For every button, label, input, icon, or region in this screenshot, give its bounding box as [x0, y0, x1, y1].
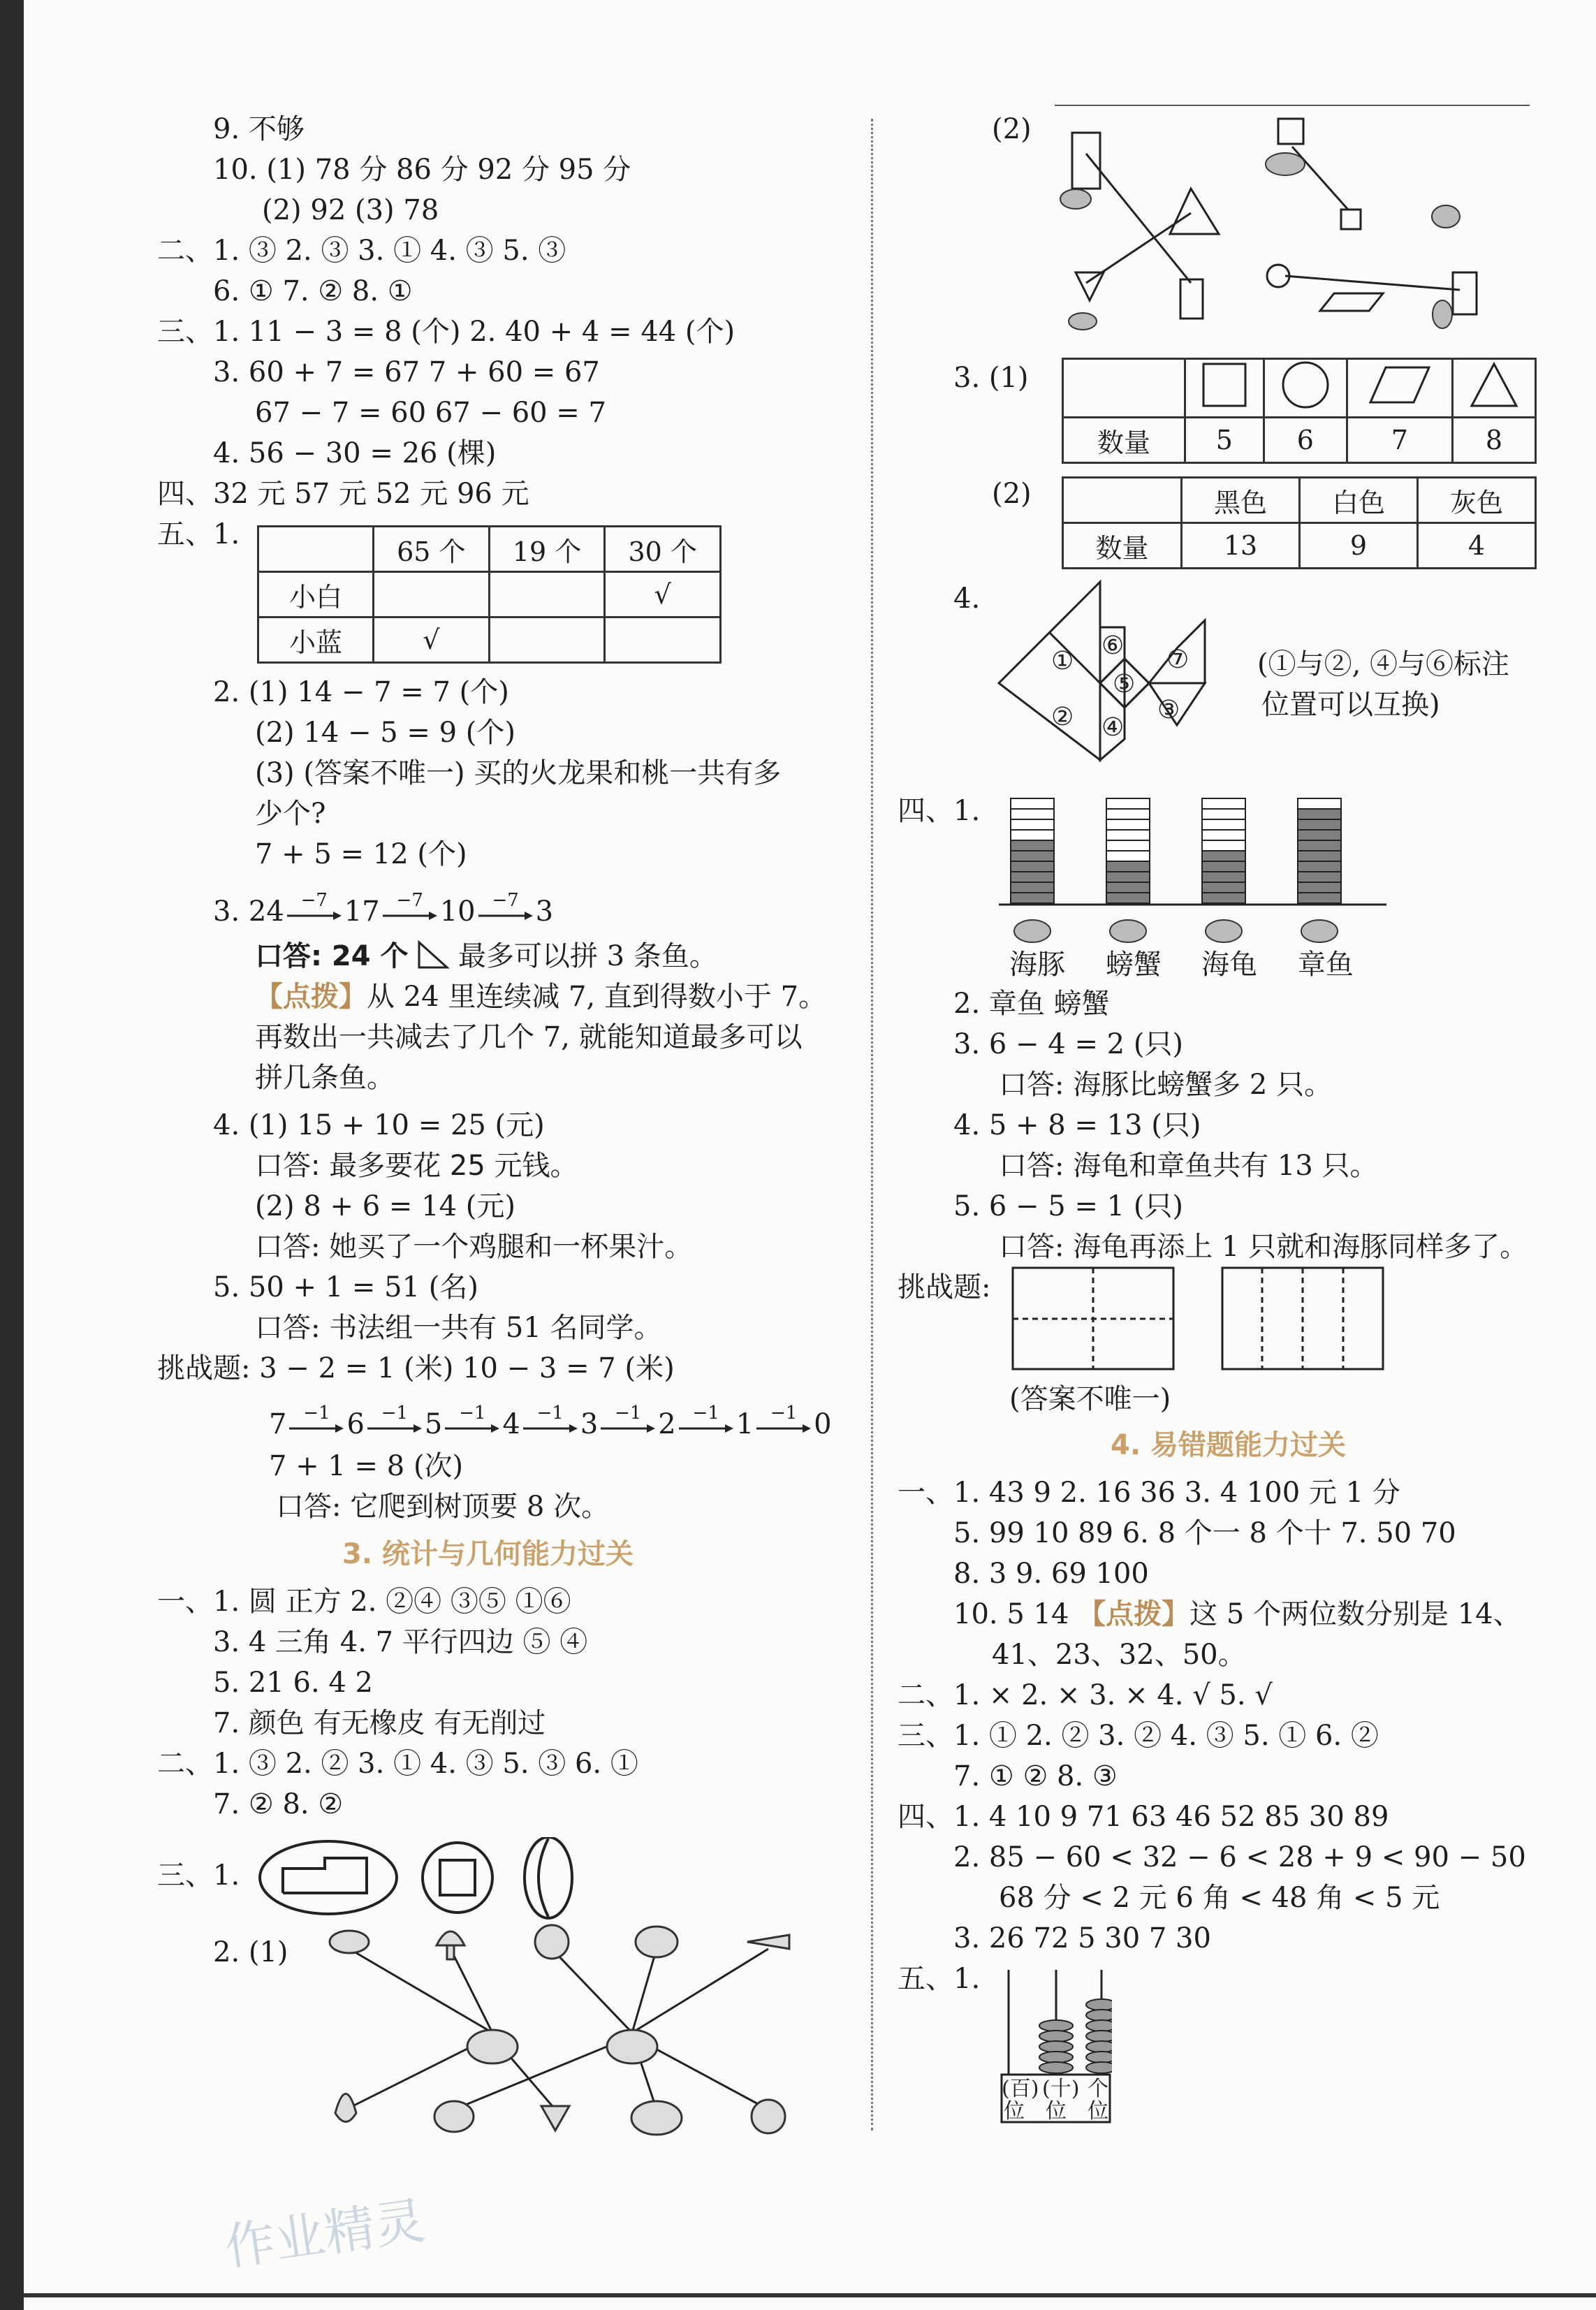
- bar-block-filled: [1011, 840, 1054, 851]
- bar-block-filled: [1202, 861, 1245, 872]
- chart-category-label: 螃蟹: [1106, 949, 1162, 981]
- answer-line: 三、1.: [157, 1859, 240, 1892]
- bar-block-filled: [1298, 882, 1341, 893]
- table-cell: 数量: [1063, 523, 1182, 569]
- answer-line: 挑战题: 3 − 2 = 1 (米) 10 − 3 = 7 (米): [157, 1352, 675, 1384]
- bar-block-empty: [1106, 819, 1150, 830]
- arrow-icon: −1: [601, 1419, 655, 1433]
- answer-text: 10. 5 14: [953, 1598, 1069, 1630]
- rectangle-division-figure: [1009, 1264, 1393, 1376]
- arrow-icon: −1: [445, 1419, 499, 1433]
- bar-block-filled: [1106, 861, 1150, 872]
- answer-line: 挑战题:: [898, 1271, 991, 1303]
- oral-answer-text: 最多可以拼 3 条鱼。: [457, 940, 717, 972]
- bar-block-empty: [1202, 819, 1245, 830]
- answer-line: 8. 3 9. 69 100: [953, 1558, 1149, 1590]
- chain-value: 0: [814, 1408, 832, 1440]
- animal-icon: [1014, 920, 1050, 942]
- tangram-label: ④: [1101, 713, 1125, 742]
- table-cell: [374, 572, 490, 617]
- answer-line: 3. 4 三角 4. 7 平行四边 ⑤ ④: [213, 1626, 588, 1658]
- table-cell: √: [605, 572, 721, 617]
- answer-line: 5. 50 + 1 = 51 (名): [213, 1271, 478, 1303]
- tangram-label: ⑤: [1113, 670, 1136, 699]
- animal-icon: [1301, 920, 1338, 942]
- table-cell: 白色: [1300, 478, 1418, 523]
- chain-value: 1: [735, 1408, 754, 1440]
- arrow-icon: −7: [383, 907, 437, 921]
- answer-line: 9. 不够: [213, 113, 305, 145]
- bar-block-filled: [1011, 882, 1054, 893]
- answer-line: 一、1. 43 9 2. 16 36 3. 4 100 元 1 分: [898, 1477, 1400, 1509]
- bar-block-empty: [1298, 798, 1341, 809]
- circle-icon: [1264, 359, 1347, 418]
- bar-block-filled: [1298, 872, 1341, 882]
- table-cell: [1063, 359, 1185, 418]
- table-cell: 灰色: [1418, 478, 1536, 523]
- square-icon: [1185, 359, 1264, 418]
- table-cell: 4: [1418, 523, 1536, 569]
- table-cell: 小蓝: [258, 617, 374, 663]
- answer-line: 口答: 海龟再添上 1 只就和海豚同样多了。: [999, 1231, 1528, 1263]
- table-5-1: [257, 525, 722, 664]
- answer-line: 五、1.: [898, 1963, 981, 1995]
- table-cell: 9: [1300, 523, 1418, 569]
- answer-line: (2) 8 + 6 = 14 (元): [255, 1190, 515, 1222]
- answer-line: 四、1.: [898, 795, 981, 827]
- answer-line: [255, 939, 717, 974]
- note-line: (答案不唯一): [1009, 1383, 1171, 1415]
- bar-block-empty: [1011, 830, 1054, 840]
- bar-block-filled: [1202, 872, 1245, 882]
- answer-line: 68 分 < 2 元 6 角 < 48 角 < 5 元: [999, 1882, 1440, 1914]
- tangram-fish-figure: [995, 578, 1226, 767]
- tangram-label: ③: [1157, 696, 1180, 724]
- chain-value: 6: [346, 1408, 365, 1440]
- answer-line: 二、1. × 2. × 3. × 4. √ 5. √: [898, 1679, 1273, 1711]
- chain-value: 3: [580, 1408, 599, 1440]
- page-bottom-rule: [24, 2293, 1596, 2297]
- bar-block-empty: [1011, 809, 1054, 819]
- bar-block-filled: [1011, 893, 1054, 903]
- animal-icon: [1110, 920, 1146, 942]
- table-cell: 数量: [1063, 418, 1185, 463]
- abacus-figure: [1000, 1956, 1112, 2123]
- abacus-label: 位: [1046, 2099, 1067, 2123]
- bar-block-empty: [1202, 809, 1245, 819]
- hint-label: 【点拨】: [255, 980, 367, 1013]
- note-line: 位置可以互换): [1261, 689, 1440, 721]
- answer-line: 四、1. 4 10 9 71 63 46 52 85 30 89: [898, 1801, 1389, 1833]
- chart-category-label: 海豚: [1009, 949, 1065, 981]
- answer-line: 4. 56 − 30 = 26 (棵): [213, 437, 497, 469]
- bar-block-filled: [1011, 851, 1054, 861]
- chain-value: 3: [535, 896, 554, 928]
- answer-line: (3) (答案不唯一) 买的火龙果和桃一共有多: [255, 757, 782, 789]
- bar-block-empty: [1106, 798, 1150, 809]
- hint-line: 拼几条鱼。: [255, 1062, 395, 1094]
- circled-shapes-figure: [255, 1837, 590, 1921]
- abacus-label: (十): [1042, 2077, 1080, 2101]
- bar-block-filled: [1298, 893, 1341, 903]
- triangle-icon: [1452, 359, 1535, 418]
- bar-block-empty: [1106, 840, 1150, 851]
- answer-line: 五、1.: [157, 518, 240, 550]
- fruit-vegetable-matching-figure: [307, 1921, 810, 2137]
- answer-line: 2. 章鱼 螃蟹: [953, 988, 1110, 1020]
- table-cell: 8: [1452, 418, 1535, 463]
- answer-line: 三、1. 11 − 3 = 8 (个) 2. 40 + 4 = 44 (个): [157, 316, 735, 348]
- bar-block-filled: [1011, 861, 1054, 872]
- table-cell: 30 个: [605, 527, 721, 572]
- watermark: 作业精灵: [221, 2191, 429, 2277]
- page-left-edge: [0, 0, 24, 2310]
- table-cell: √: [374, 617, 490, 663]
- bar-block-filled: [1298, 809, 1341, 819]
- oral-answer: 口答: 24 个: [255, 940, 409, 972]
- table-cell: [489, 572, 605, 617]
- bar-block-empty: [1202, 830, 1245, 840]
- bar-block-empty: [1106, 809, 1150, 819]
- answer-line: 少个?: [255, 798, 326, 830]
- abacus-label: 位: [1004, 2099, 1025, 2123]
- chain-start: 7: [269, 1408, 287, 1440]
- hint-text: 从 24 里连续减 7, 直到得数小于 7。: [367, 981, 827, 1013]
- answer-line: 4.: [953, 583, 981, 615]
- answer-line: (2) 14 − 5 = 9 (个): [255, 717, 515, 749]
- answer-line: 2. (1): [213, 1936, 288, 1968]
- answer-line: 4. 5 + 8 = 13 (只): [953, 1109, 1201, 1141]
- chain-start: 24: [248, 896, 284, 928]
- bar-block-filled: [1298, 851, 1341, 861]
- answer-line: (2): [992, 113, 1032, 145]
- bar-block-filled: [1298, 819, 1341, 830]
- table-cell: 19 个: [489, 527, 605, 572]
- bar-block-empty: [1011, 819, 1054, 830]
- table-cell: 小白: [258, 572, 374, 617]
- answer-line: 2. 85 − 60 < 32 − 6 < 28 + 9 < 90 − 50: [953, 1841, 1526, 1873]
- chain-value: 4: [502, 1408, 520, 1440]
- arrow-icon: −7: [287, 907, 342, 921]
- answer-line: 口答: 书法组一共有 51 名同学。: [255, 1312, 662, 1344]
- table-cell: [258, 527, 374, 572]
- subtraction-chain: [213, 890, 554, 929]
- table-cell: [489, 617, 605, 663]
- answer-line: 67 − 7 = 60 67 − 60 = 7: [255, 397, 606, 429]
- bar-block-filled: [1298, 861, 1341, 872]
- bar-block-filled: [1106, 872, 1150, 882]
- answer-line: 2. (1) 14 − 7 = 7 (个): [213, 676, 509, 708]
- bar-block-empty: [1011, 798, 1054, 809]
- answer-line: 7 + 5 = 12 (个): [255, 838, 467, 870]
- bar-block-empty: [1106, 830, 1150, 840]
- answer-line: 4. (1) 15 + 10 = 25 (元): [213, 1109, 545, 1141]
- tangram-label: ⑦: [1166, 645, 1189, 674]
- section-title: 3. 统计与几何能力过关: [342, 1538, 634, 1570]
- answer-line: 口答: 她买了一个鸡腿和一杯果汁。: [255, 1231, 693, 1263]
- answer-line: 5. 21 6. 4 2: [213, 1667, 373, 1699]
- answer-line: 7 + 1 = 8 (次): [269, 1450, 464, 1482]
- answer-line: 一、1. 圆 正方 2. ②④ ③⑤ ①⑥: [157, 1586, 571, 1618]
- answer-line: 三、1. ① 2. ② 3. ② 4. ③ 5. ① 6. ②: [898, 1720, 1379, 1752]
- triangle-icon: [417, 940, 449, 970]
- answer-line: 5. 99 10 89 6. 8 个一 8 个十 7. 50 70: [953, 1517, 1456, 1549]
- answer-line: 7. ② 8. ②: [213, 1788, 344, 1820]
- parallelogram-icon: [1347, 359, 1452, 418]
- subtraction-chain: [269, 1403, 832, 1442]
- answer-line: 口答: 它爬到树顶要 8 次。: [276, 1491, 610, 1523]
- abacus-label: (百): [1002, 2077, 1039, 2101]
- answer-line: 3. 6 − 4 = 2 (只): [953, 1028, 1184, 1060]
- chain-value: 17: [344, 896, 380, 928]
- hint-line: [953, 1597, 1521, 1632]
- bar-block-filled: [1106, 882, 1150, 893]
- bar-block-empty: [1202, 798, 1245, 809]
- chain-value: 5: [424, 1408, 443, 1440]
- hint-line: 再数出一共减去了几个 7, 就能知道最多可以: [255, 1021, 803, 1053]
- tangram-label: ②: [1051, 703, 1074, 731]
- abacus-label: 位: [1088, 2099, 1108, 2123]
- shape-matching-figure: [1055, 105, 1530, 342]
- answer-line: 口答: 最多要花 25 元钱。: [255, 1150, 578, 1182]
- answer-line: 3. (1): [953, 362, 1029, 394]
- bar-block-filled: [1298, 830, 1341, 840]
- animal-icon: [1206, 920, 1242, 942]
- table-cell: 5: [1185, 418, 1264, 463]
- table-cell: [1063, 478, 1182, 523]
- answer-line: 10. (1) 78 分 86 分 92 分 95 分: [213, 154, 631, 186]
- bar-block-empty: [1106, 851, 1150, 861]
- hint-line: [255, 979, 826, 1014]
- abacus-label: 个: [1088, 2077, 1108, 2101]
- answer-line: 口答: 海豚比螃蟹多 2 只。: [999, 1069, 1333, 1101]
- bar-block-filled: [1011, 872, 1054, 882]
- arrow-icon: −1: [679, 1419, 733, 1433]
- chain-value: 2: [658, 1408, 676, 1440]
- chart-category-label: 海龟: [1201, 949, 1257, 981]
- answer-line: 3. 60 + 7 = 67 7 + 60 = 67: [213, 356, 600, 388]
- section-title: 4. 易错题能力过关: [1111, 1429, 1346, 1461]
- arrow-icon: −1: [523, 1419, 578, 1433]
- table-cell: [605, 617, 721, 663]
- bar-block-filled: [1202, 882, 1245, 893]
- bar-block-empty: [1202, 840, 1245, 851]
- arrow-icon: −1: [756, 1419, 811, 1433]
- tangram-label: ①: [1051, 647, 1074, 675]
- table-cell: 7: [1347, 418, 1452, 463]
- answer-line: 口答: 海龟和章鱼共有 13 只。: [999, 1150, 1378, 1182]
- note-line: (①与②, ④与⑥标注: [1257, 648, 1510, 680]
- answer-line: 二、1. ③ 2. ② 3. ① 4. ③ 5. ③ 6. ①: [157, 1748, 638, 1780]
- table-cell: 13: [1182, 523, 1300, 569]
- bar-block-filled: [1202, 893, 1245, 903]
- hint-label: 【点拨】: [1078, 1598, 1190, 1630]
- answer-line: 3. 26 72 5 30 7 30: [953, 1922, 1211, 1954]
- chain-prefix: 3.: [213, 896, 240, 928]
- answer-line: 5. 6 − 5 = 1 (只): [953, 1190, 1184, 1222]
- table-cell: 黑色: [1182, 478, 1300, 523]
- bar-block-filled: [1298, 840, 1341, 851]
- tangram-label: ⑥: [1101, 631, 1125, 660]
- shape-count-table: [1062, 358, 1537, 464]
- table-cell: 6: [1264, 418, 1347, 463]
- answer-line: (2) 92 (3) 78: [262, 194, 439, 226]
- chain-value: 10: [439, 896, 476, 928]
- hint-line: 41、23、32、50。: [992, 1639, 1246, 1671]
- chart-category-label: 章鱼: [1298, 949, 1354, 981]
- hint-text: 这 5 个两位数分别是 14、: [1189, 1598, 1521, 1630]
- answer-line: 7. ① ② 8. ③: [953, 1760, 1118, 1792]
- answer-line: 四、32 元 57 元 52 元 96 元: [157, 478, 529, 510]
- arrow-icon: −7: [478, 907, 533, 921]
- arrow-icon: −1: [289, 1419, 344, 1433]
- answer-line: (2): [992, 478, 1032, 510]
- bar-block-filled: [1106, 893, 1150, 903]
- column-divider: [871, 119, 873, 2130]
- answer-line: 6. ① 7. ② 8. ①: [213, 275, 413, 307]
- answer-line: 7. 颜色 有无橡皮 有无削过: [213, 1707, 546, 1739]
- color-count-table: [1062, 476, 1537, 569]
- bar-block-filled: [1202, 851, 1245, 861]
- answer-line: 二、1. ③ 2. ③ 3. ① 4. ③ 5. ③: [157, 235, 566, 267]
- table-cell: 65 个: [374, 527, 490, 572]
- arrow-icon: −1: [367, 1419, 422, 1433]
